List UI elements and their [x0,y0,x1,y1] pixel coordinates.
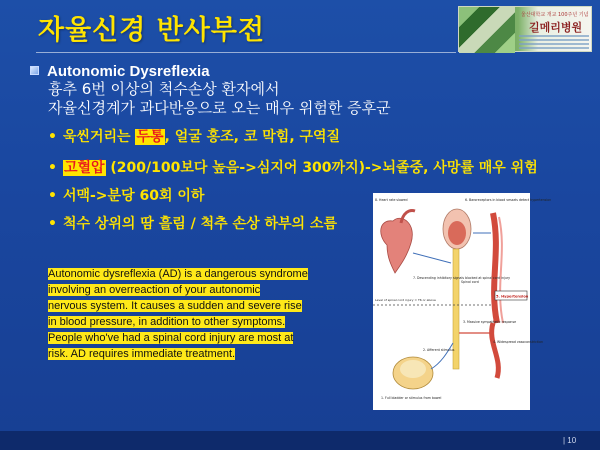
highlight-text: 두통 [136,129,164,145]
label-heart-rate: 8. Heart rate slowed [375,198,408,202]
label-descending: 7. Descending inhibitory signals blocked at spinal cord injury [413,276,511,280]
label-afferent: 2. Afferent stimulus [423,348,455,352]
bullet-dot-icon: • [48,188,57,204]
definition-line: People who've had a spinal cord injury are most at [48,332,294,344]
slide-title: 자율신경 반사부전 [38,15,266,46]
definition-line: nervous system. It causes a sudden and severe rise [48,300,302,312]
square-bullet-icon [30,66,39,75]
bullet-dot-icon: • [48,216,57,232]
page-number: | 10 [563,436,577,445]
label-spinal-cord: Spinal cord [461,280,479,284]
definition-textbox [48,266,338,362]
definition-line: Autonomic dysreflexia (AD) is a dangerous syndrome [48,268,308,280]
highlight-text: 고혈압 [63,160,105,176]
bullet-item: • 척수 상위의 땀 흘림 / 척추 손상 하부의 소름 [48,216,337,232]
label-baroreceptors: 6. Baroreceptors in blood vessels detect hypertension [465,198,552,202]
hospital-logo [458,6,592,52]
bullet-item: • 욱씬거리는 두통, 얼굴 홍조, 코 막힘, 구역질 [48,129,341,145]
definition-line: involving an overreaction of your autonomic [48,284,261,296]
logo-text-lines [519,35,589,51]
diagram-illustration [373,193,552,410]
label-bladder: 1. Full bladder or stimulus from bowel [381,396,442,400]
dysreflexia-diagram [373,193,552,410]
definition-line: in blood pressure, in addition to other symptoms. [48,316,286,328]
footer-bar [0,431,600,450]
bullet-dot-icon: • [48,160,57,176]
logo-name: 길메리병원 [529,21,583,34]
subtitle-line-2: 자율신경계가 과다반응으로 오는 매우 위험한 증후군 [48,99,391,117]
label-vasoconstriction: 4. Widespread vasoconstriction [493,340,544,344]
section-heading: Autonomic Dysreflexia [30,62,210,81]
bullet-item: • 고혈압 (200/100보다 높음->심지어 300까지)->뇌졸중, 사망률 매우 위험 [48,160,538,176]
hospital-photo [459,7,515,53]
subtitle-line-1: 흉추 6번 이상의 척수손상 환자에서 [48,80,280,98]
label-hypertension: 5. Hypertension [496,294,529,299]
bullet-dot-icon: • [48,129,57,145]
definition-line: risk. AD requires immediate treatment. [48,348,236,360]
bullet-item: • 서맥->분당 60회 이하 [48,188,205,204]
label-injury-level: Level of spinal cord injury = T6 or above [375,298,436,302]
logo-caption: 울산대학교 개교 100주년 기념 [521,12,589,18]
title-divider [36,52,456,53]
label-sympathetic: 3. Massive sympathetic response [463,320,517,324]
